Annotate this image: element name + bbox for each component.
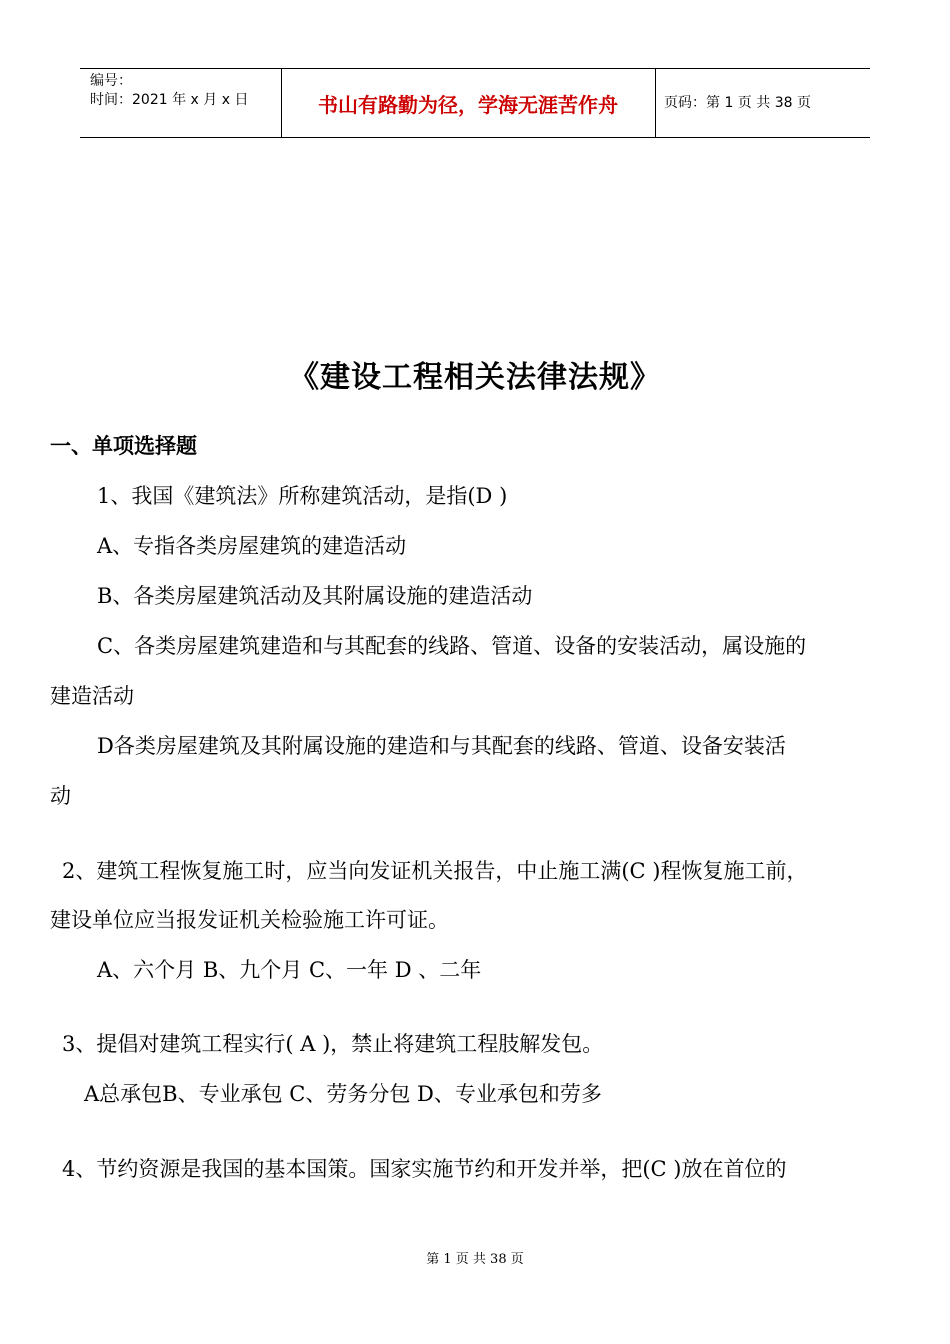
q1-option-a: A、专指各类房屋建筑的建造活动 [97, 534, 407, 558]
q1-option-d-line2: 动 [50, 784, 71, 808]
time-label: 时间：2021 年 x 月 x 日 [90, 92, 249, 108]
header-divider-right [655, 69, 656, 137]
header-motto: 书山有路勤为径，学海无涯苦作舟 [318, 92, 618, 117]
header-page-label: 页码：第 1 页 共 38 页 [664, 95, 811, 111]
q1-option-d-line1: D各类房屋建筑及其附属设施的建造和与其配套的线路、管道、设备安装活 [97, 734, 786, 758]
page-footer: 第 1 页 共 38 页 [426, 1252, 524, 1267]
q1-option-c-line2: 建造活动 [50, 684, 134, 708]
q1-option-b: B、各类房屋建筑活动及其附属设施的建造活动 [97, 584, 533, 608]
q2-options: A、六个月 B、九个月 C、一年 D 、二年 [97, 958, 482, 982]
q3-stem: 3、提倡对建筑工程实行( A )，禁止将建筑工程肢解发包。 [62, 1032, 604, 1056]
section-heading: 一、单项选择题 [50, 433, 197, 458]
q1-option-c-line1: C、各类房屋建筑建造和与其配套的线路、管道、设备的安装活动，属设施的 [97, 634, 807, 658]
q1-stem: 1、我国《建筑法》所称建筑活动，是指(D ) [97, 484, 508, 508]
number-label: 编号： [90, 73, 132, 89]
q3-options: A总承包B、专业承包 C、劳务分包 D、专业承包和劳多 [84, 1082, 602, 1106]
page-header [80, 68, 870, 138]
document-title: 《建设工程相关法律法规》 [289, 360, 661, 395]
q2-stem-line1: 2、建筑工程恢复施工时，应当向发证机关报告，中止施工满(C )程恢复施工前， [62, 859, 808, 883]
q4-stem: 4、节约资源是我国的基本国策。国家实施节约和开发并举，把(C )放在首位的 [62, 1157, 787, 1181]
q2-stem-line2: 建设单位应当报发证机关检验施工许可证。 [50, 908, 449, 932]
